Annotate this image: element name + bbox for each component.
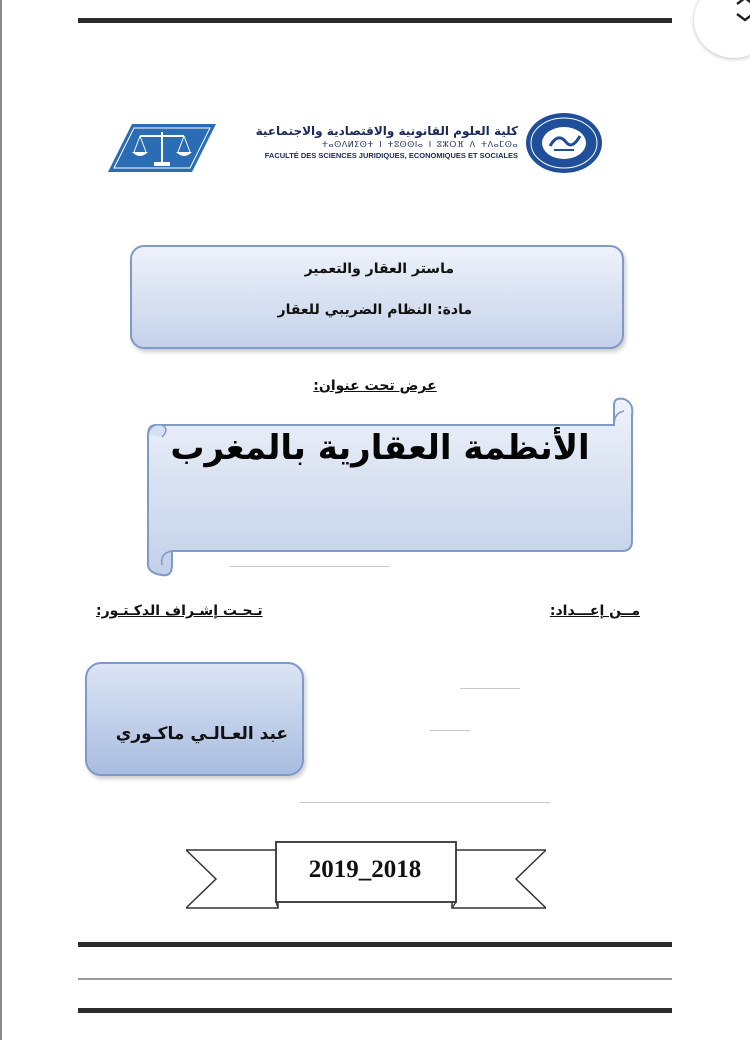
faculty-header <box>100 110 640 185</box>
bottom-rule-3 <box>78 1008 672 1013</box>
program-name: ماستر العقار والتعمير <box>304 261 454 277</box>
professor-box <box>85 662 304 776</box>
subject-name: مادة: النظام الضريبي للعقار <box>277 302 472 318</box>
bottom-rule-1 <box>78 942 672 947</box>
faint-line <box>300 802 550 803</box>
faculty-name-arabic: كلية العلوم القانونية والاقتصادية والاجتماعية <box>255 124 518 138</box>
faint-line <box>230 566 390 567</box>
scales-of-justice-icon <box>108 116 216 174</box>
faculty-name-french: FACULTÉ DES SCIENCES JURIDIQUES, ECONOMIQUES ET SOCIALES <box>264 151 518 160</box>
faculty-name-tifinagh: ⵜⴰⵙⴷⵍⵉⵙⵜ ⵏ ⵜⵓⵙⵙⵏⴰ ⵏ ⵓⵣⵔⴼ ⴷ ⵜⴷⴰⵎⵙⴰ <box>321 140 518 149</box>
document-title: الأنظمة العقارية بالمغرب <box>170 428 590 468</box>
university-seal-icon <box>524 110 604 176</box>
title-scroll-banner <box>136 395 636 579</box>
bottom-rule-2 <box>78 978 672 980</box>
faint-line <box>460 688 520 689</box>
chevron-icon <box>734 0 750 34</box>
presentation-label: عرض تحت عنوان: <box>313 378 437 394</box>
professor-name: عبد العـالـي ماكـوري <box>115 724 288 744</box>
prepared-by-label: مــن إعـــداد: <box>549 603 640 619</box>
master-info-box <box>130 245 624 349</box>
faint-line <box>430 730 470 731</box>
academic-year: 2019_2018 <box>308 856 422 883</box>
supervision-label: تـحـت إشـراف الدكـتـور: <box>96 603 263 619</box>
top-rule <box>78 18 672 23</box>
faculty-name <box>218 124 518 162</box>
